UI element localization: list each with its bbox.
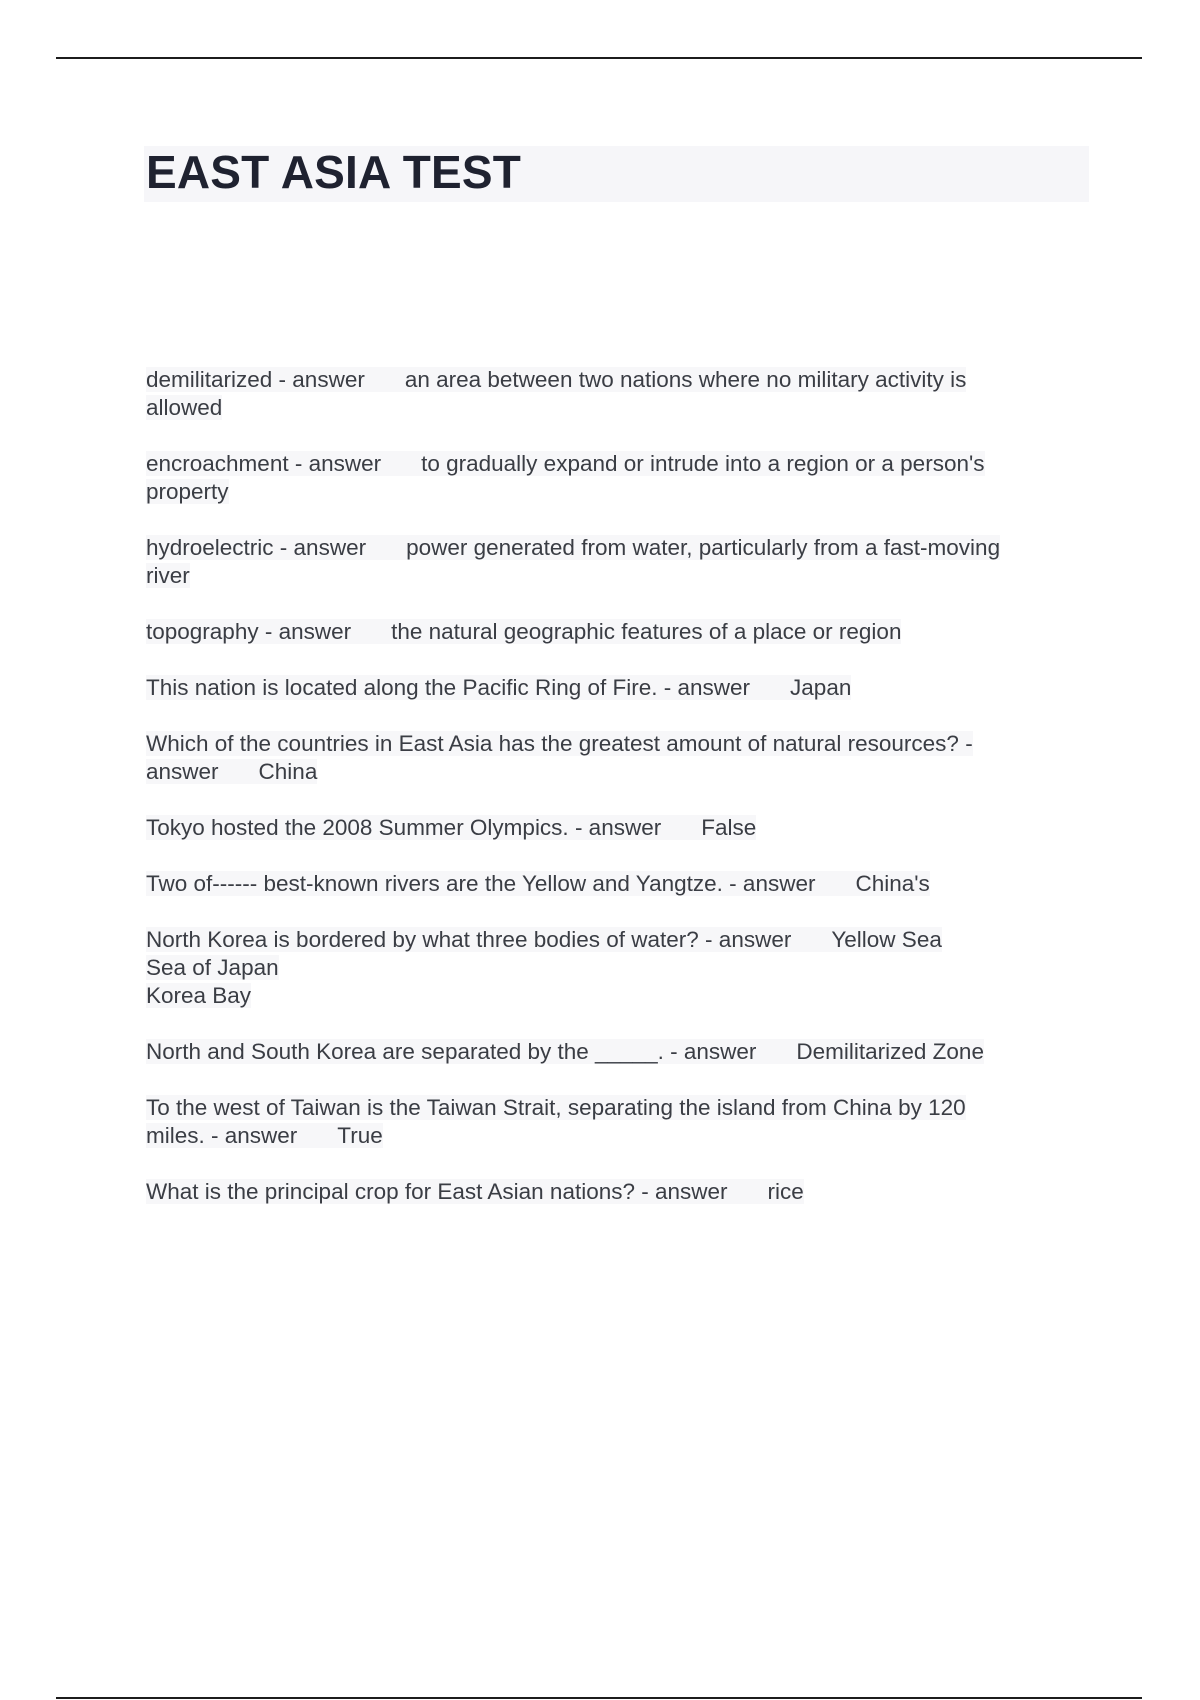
qa-answer-continued: Korea Bay xyxy=(146,983,252,1008)
qa-question-continued: miles. - answer xyxy=(146,1123,298,1148)
qa-answer-continued: allowed xyxy=(146,395,223,420)
qa-answer: to gradually expand or intrude into a region or a person's xyxy=(421,451,985,476)
qa-term: hydroelectric - answer xyxy=(146,535,367,560)
qa-question: Tokyo hosted the 2008 Summer Olympics. - answer xyxy=(146,815,662,840)
qa-answer-continued: river xyxy=(146,563,190,588)
qa-item-principal-crop xyxy=(146,1178,1096,1206)
qa-answer: True xyxy=(337,1123,383,1148)
qa-item-hydroelectric xyxy=(146,534,1096,590)
qa-answer: Japan xyxy=(790,675,852,700)
qa-question: What is the principal crop for East Asian nations? - answer xyxy=(146,1179,728,1204)
qa-item-natural-resources xyxy=(146,730,1096,786)
qa-question: This nation is located along the Pacific Ring of Fire. - answer xyxy=(146,675,751,700)
qa-item-olympics xyxy=(146,814,1096,842)
qa-answer-continued: Sea of Japan xyxy=(146,955,279,980)
qa-item-bodies-of-water xyxy=(146,926,1096,1010)
qa-list xyxy=(146,366,1096,1234)
qa-question: North Korea is bordered by what three bodies of water? - answer xyxy=(146,927,792,952)
qa-answer: the natural geographic features of a place or region xyxy=(391,619,902,644)
qa-term: encroachment - answer xyxy=(146,451,382,476)
qa-term: topography - answer xyxy=(146,619,352,644)
qa-answer: False xyxy=(701,815,757,840)
qa-item-encroachment xyxy=(146,450,1096,506)
qa-answer: an area between two nations where no military activity is xyxy=(404,367,967,392)
qa-question: North and South Korea are separated by the _____. - answer xyxy=(146,1039,757,1064)
qa-item-rivers xyxy=(146,870,1096,898)
top-divider xyxy=(56,57,1142,59)
qa-item-taiwan-strait xyxy=(146,1094,1096,1150)
qa-answer: China's xyxy=(855,871,930,896)
qa-question-continued: answer xyxy=(146,759,219,784)
qa-answer: power generated from water, particularly from a fast-moving xyxy=(406,535,1001,560)
qa-term: demilitarized - answer xyxy=(146,367,365,392)
qa-item-korea-separation xyxy=(146,1038,1096,1066)
qa-answer-continued: property xyxy=(146,479,229,504)
qa-question: To the west of Taiwan is the Taiwan Strait, separating the island from China by 120 xyxy=(146,1095,966,1120)
qa-answer: Yellow Sea xyxy=(831,927,942,952)
qa-answer: China xyxy=(258,759,318,784)
qa-item-ring-of-fire xyxy=(146,674,1096,702)
qa-answer: rice xyxy=(767,1179,804,1204)
document-title: EAST ASIA TEST xyxy=(146,146,522,198)
bottom-divider xyxy=(56,1697,1142,1699)
qa-item-demilitarized xyxy=(146,366,1096,422)
qa-question: Two of------ best-known rivers are the Yellow and Yangtze. - answer xyxy=(146,871,816,896)
qa-question: Which of the countries in East Asia has the greatest amount of natural resources? - xyxy=(146,731,973,756)
qa-answer: Demilitarized Zone xyxy=(796,1039,984,1064)
qa-item-topography xyxy=(146,618,1096,646)
